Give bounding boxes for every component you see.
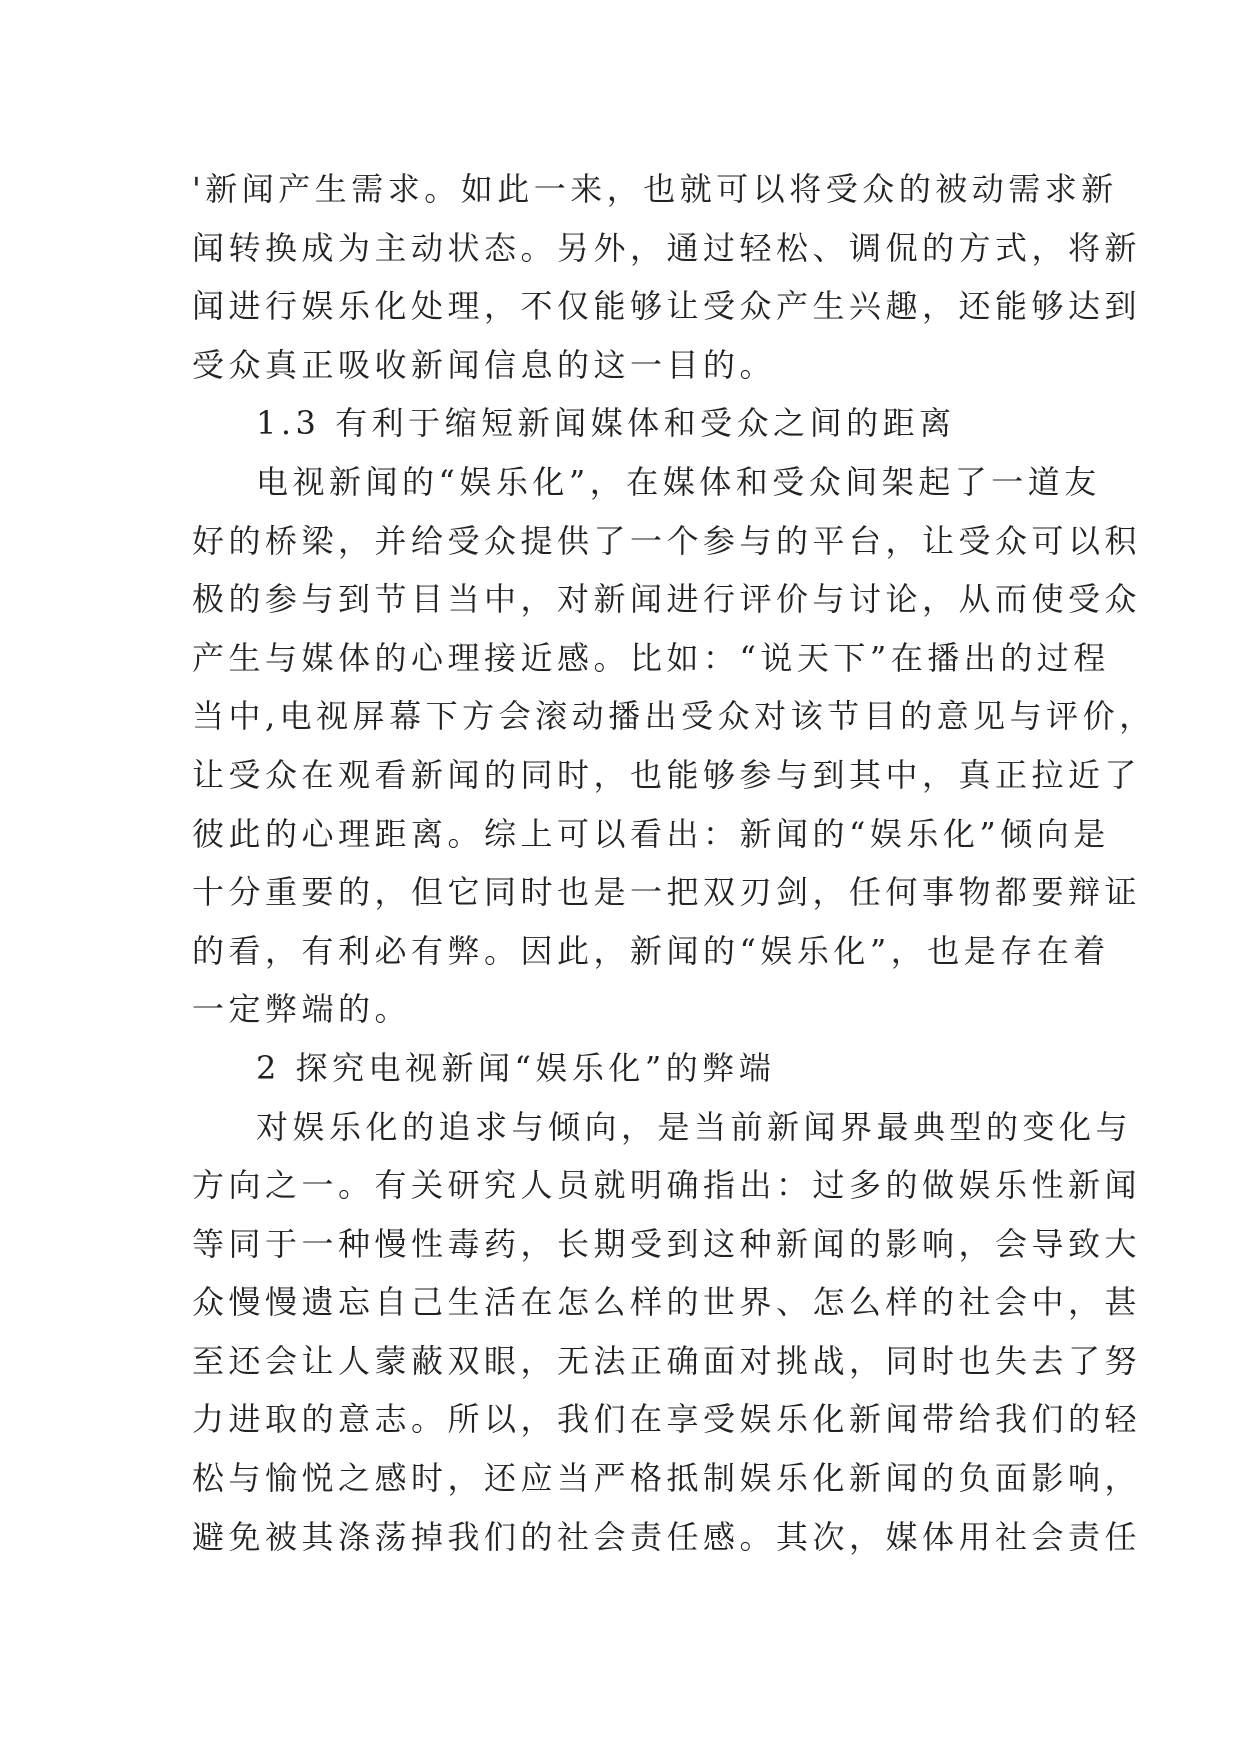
text-line: 众慢慢遗忘自己生活在怎么样的世界、怎么样的社会中，甚 — [192, 1283, 1142, 1322]
text-line: 让受众在观看新闻的同时，也能够参与到其中，真正拉近了 — [192, 755, 1142, 794]
text-line: 受众真正吸收新闻信息的这一目的。 — [192, 345, 777, 384]
text-line: 的看，有利必有弊。因此，新闻的“娱乐化”，也是存在着 — [192, 931, 1110, 970]
text-line: 避免被其涤荡掉我们的社会责任感。其次，媒体用社会责任 — [192, 1517, 1142, 1556]
section-heading: 1.3 有利于缩短新闻媒体和受众之间的距离 — [256, 404, 956, 443]
text-line: 当中,电视屏幕下方会滚动播出受众对该节目的意见与评价， — [192, 697, 1156, 736]
text-line: '新闻产生需求。如此一来，也就可以将受众的被动需求新 — [192, 170, 1118, 208]
text-line: 一定弊端的。 — [192, 990, 412, 1029]
text-line: 产生与媒体的心理接近感。比如：“说天下”在播出的过程 — [192, 638, 1110, 677]
text-line: 等同于一种慢性毒药，长期受到这种新闻的影响，会导致大 — [192, 1224, 1142, 1263]
section-heading: 2 探究电视新闻“娱乐化”的弊端 — [256, 1048, 776, 1087]
text-line: 好的桥梁，并给受众提供了一个参与的平台，让受众可以积 — [192, 521, 1142, 560]
text-line: 力进取的意志。所以，我们在享受娱乐化新闻带给我们的轻 — [192, 1400, 1142, 1439]
text-line: 方向之一。有关研究人员就明确指出：过多的做娱乐性新闻 — [192, 1166, 1142, 1205]
text-line: 彼此的心理距离。综上可以看出：新闻的“娱乐化”倾向是 — [192, 814, 1110, 853]
text-line: 对娱乐化的追求与倾向，是当前新闻界最典型的变化与 — [256, 1107, 1133, 1146]
text-line: 极的参与到节目当中，对新闻进行评价与讨论，从而使受众 — [192, 580, 1142, 619]
text-line: 至还会让人蒙蔽双眼，无法正确面对挑战，同时也失去了努 — [192, 1341, 1142, 1380]
document-body — [192, 160, 1156, 1566]
text-line: 闻进行娱乐化处理，不仅能够让受众产生兴趣，还能够达到 — [192, 287, 1142, 326]
text-line: 电视新闻的“娱乐化”，在媒体和受众间架起了一道友 — [256, 462, 1101, 501]
text-line: 十分重要的，但它同时也是一把双刃剑，任何事物都要辩证 — [192, 873, 1142, 912]
text-line: 闻转换成为主动状态。另外，通过轻松、调侃的方式，将新 — [192, 228, 1142, 267]
text-line: 松与愉悦之感时，还应当严格抵制娱乐化新闻的负面影响， — [192, 1459, 1142, 1498]
